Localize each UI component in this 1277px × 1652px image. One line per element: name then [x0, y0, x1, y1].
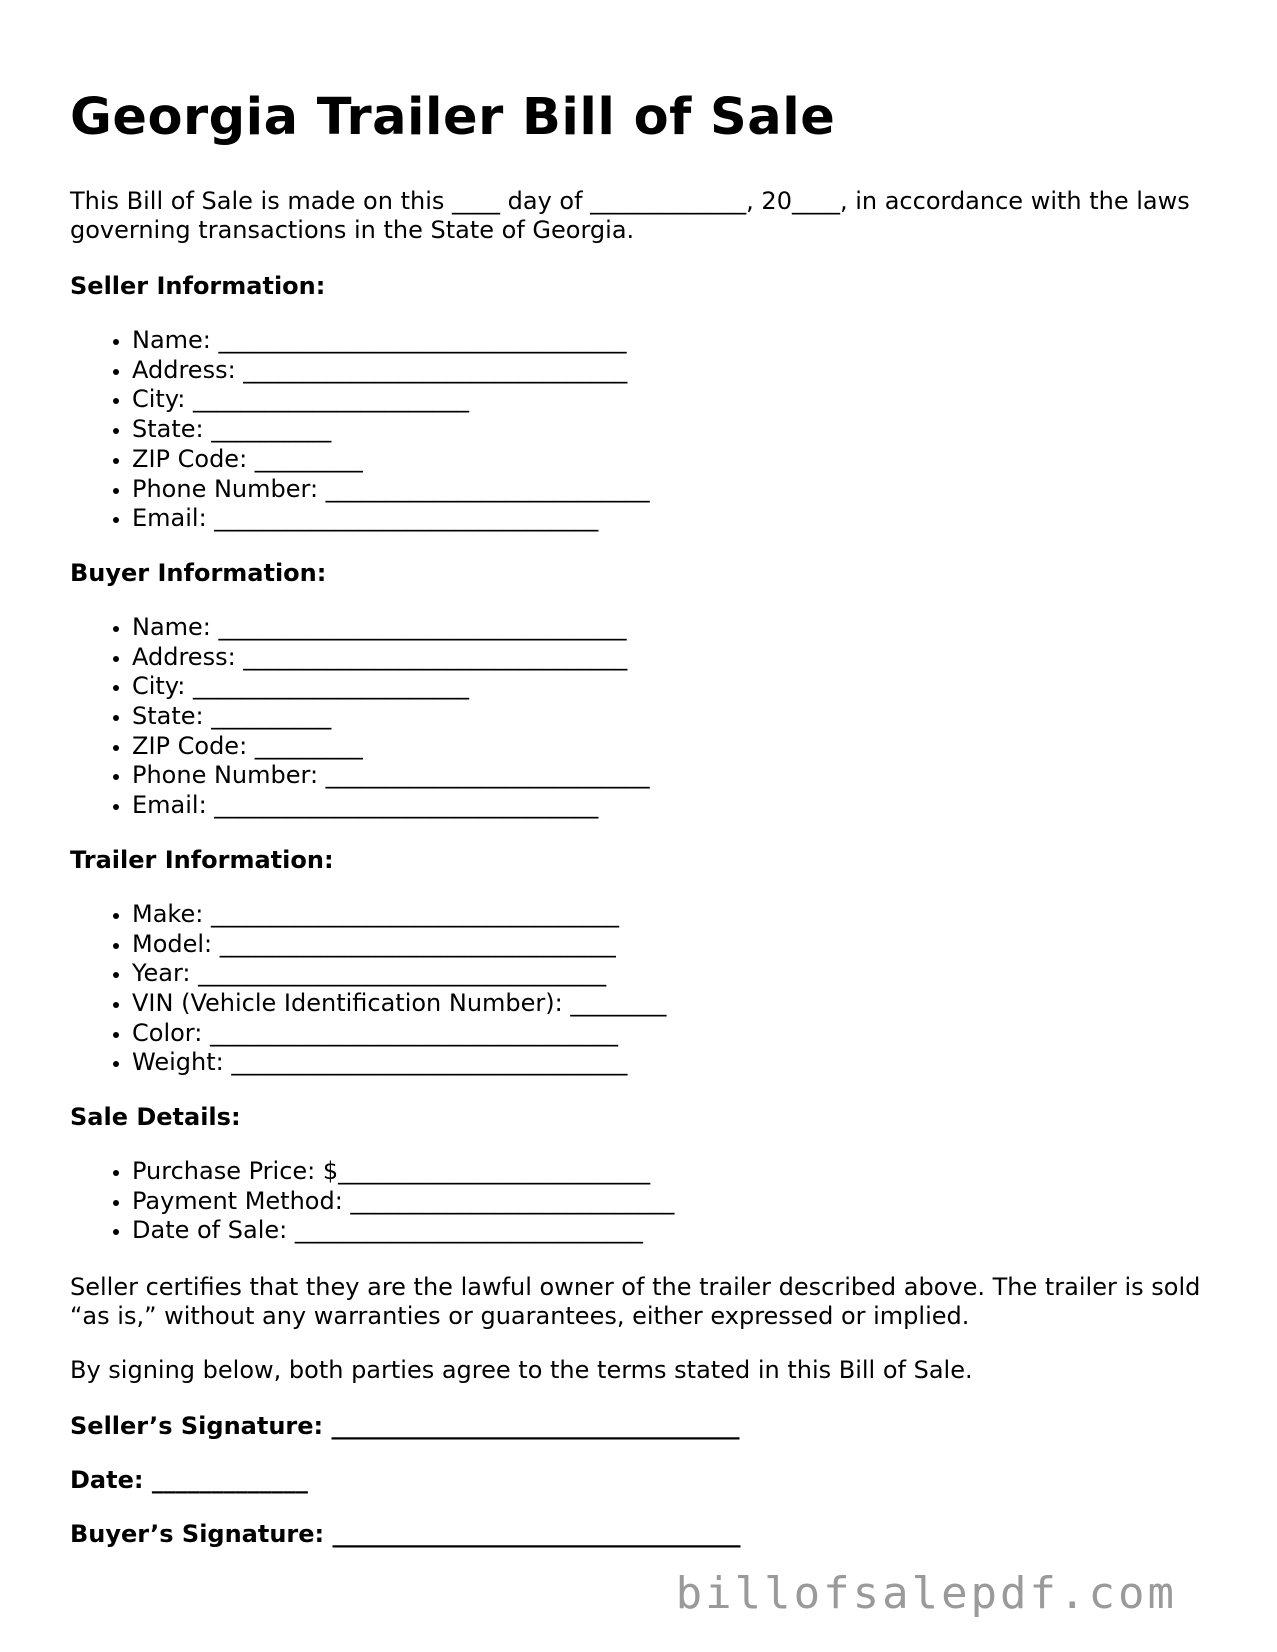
seller-section-heading: Seller Information:	[70, 272, 326, 300]
certification-paragraph: Seller certifies that they are the lawful owner of the trailer described above. The trailer is sold “as is,” without any warranties or guarantees, either expressed or implied.	[70, 1273, 1208, 1331]
seller-name-field[interactable]: • Name: __________________________________	[132, 326, 1210, 356]
seller-state-field[interactable]: • State: __________	[132, 415, 1210, 445]
seller-field-list	[70, 326, 1210, 534]
seller-address-field[interactable]: • Address: ________________________________	[132, 356, 1210, 386]
seller-zip-field[interactable]: • ZIP Code: _________	[132, 445, 1210, 475]
trailer-make-field[interactable]: • Make: __________________________________	[132, 900, 1210, 930]
buyer-city-field[interactable]: • City: _______________________	[132, 672, 1210, 702]
buyer-state-field[interactable]: • State: __________	[132, 702, 1210, 732]
date-of-sale-field[interactable]: • Date of Sale: _____________________________	[132, 1216, 1210, 1246]
payment-method-field[interactable]: • Payment Method: ___________________________	[132, 1187, 1210, 1217]
buyer-section-heading: Buyer Information:	[70, 558, 327, 587]
seller-email-field[interactable]: • Email: ________________________________	[132, 504, 1210, 534]
seller-phone-field[interactable]: • Phone Number: ___________________________	[132, 475, 1210, 505]
document-page	[70, 86, 1210, 1549]
sale-field-list	[70, 1157, 1210, 1246]
trailer-model-field[interactable]: • Model: _________________________________	[132, 930, 1210, 960]
buyer-email-field[interactable]: • Email: ________________________________	[132, 791, 1210, 821]
buyer-address-field[interactable]: • Address: ________________________________	[132, 643, 1210, 673]
document-title: Georgia Trailer Bill of Sale	[70, 88, 836, 147]
trailer-color-field[interactable]: • Color: __________________________________	[132, 1019, 1210, 1049]
trailer-vin-field[interactable]: • VIN (Vehicle Identification Number): ________	[132, 989, 1210, 1019]
sale-section-heading: Sale Details:	[70, 1103, 241, 1132]
buyer-signature-line[interactable]: Buyer’s Signature: __________________________________	[70, 1520, 741, 1549]
trailer-section-heading: Trailer Information:	[70, 845, 334, 874]
buyer-name-field[interactable]: • Name: __________________________________	[132, 613, 1210, 643]
buyer-field-list	[70, 613, 1210, 821]
intro-paragraph: This Bill of Sale is made on this ____ day of _____________, 20____, in accordance with the laws governing transactions in the State of Georgia.	[70, 187, 1198, 244]
buyer-phone-field[interactable]: • Phone Number: ___________________________	[132, 761, 1210, 791]
buyer-zip-field[interactable]: • ZIP Code: _________	[132, 732, 1210, 762]
trailer-weight-field[interactable]: • Weight: _________________________________	[132, 1048, 1210, 1078]
signature-date-line[interactable]: Date: _____________	[70, 1466, 308, 1495]
purchase-price-field[interactable]: • Purchase Price: $__________________________	[132, 1157, 1210, 1187]
seller-city-field[interactable]: • City: _______________________	[132, 385, 1210, 415]
seller-signature-line[interactable]: Seller’s Signature: __________________________________	[70, 1412, 740, 1441]
trailer-year-field[interactable]: • Year: __________________________________	[132, 959, 1210, 989]
agreement-paragraph: By signing below, both parties agree to the terms stated in this Bill of Sale.	[70, 1356, 973, 1385]
watermark: billofsalepdf.com	[675, 1568, 1177, 1619]
trailer-field-list	[70, 900, 1210, 1078]
